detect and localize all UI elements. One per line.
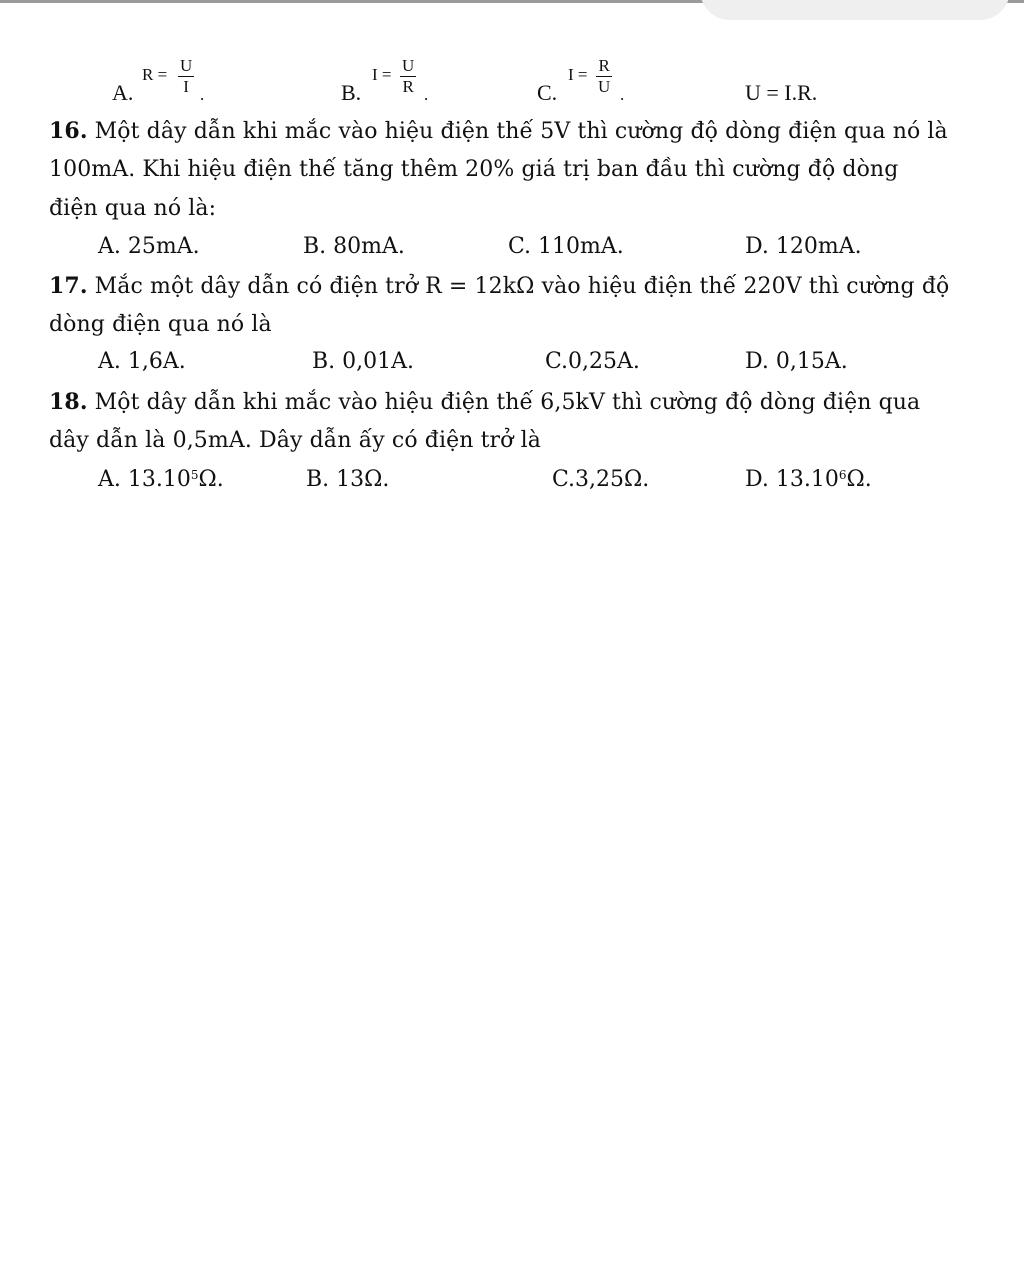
q15-option-b-formula xyxy=(372,56,452,104)
option-unit: Ω. xyxy=(198,467,224,492)
q16-option-c: C. 110mA. xyxy=(508,234,624,259)
question-text: Một dây dẫn khi mắc vào hiệu điện thế 6,5kV thì cường độ dòng điện qua xyxy=(94,390,921,415)
question-text: Một dây dẫn khi mắc vào hiệu điện thế 5V thì cường độ dòng điện qua nó là xyxy=(94,119,948,144)
q18-option-c: C.3,25Ω. xyxy=(552,467,650,492)
q17-option-b: B. 0,01A. xyxy=(312,349,415,374)
question-text: Mắc một dây dẫn có điện trở R = 12kΩ vào hiệu điện thế 220V thì cường độ xyxy=(94,274,950,299)
option-text: A. 13.10 xyxy=(98,467,191,492)
denominator: I xyxy=(183,77,189,96)
top-tab-shape xyxy=(700,0,1010,20)
numerator: U xyxy=(402,56,415,75)
exponent: 5 xyxy=(190,468,199,482)
q17-option-d: D. 0,15A. xyxy=(745,349,848,374)
option-unit: Ω. xyxy=(846,467,872,492)
q15-option-c-letter: C. xyxy=(537,80,558,105)
fraction xyxy=(596,56,612,97)
formula-lhs: I = xyxy=(372,65,392,84)
fraction xyxy=(400,56,416,97)
numerator: R xyxy=(598,56,610,75)
q15-option-a-formula xyxy=(142,56,222,104)
q17-line-2: dòng điện qua nó là xyxy=(49,312,272,337)
formula-lhs: I = xyxy=(568,65,588,84)
q15-option-d: U = I.R. xyxy=(745,80,818,105)
q18-option-a xyxy=(98,465,224,495)
formula-lhs: R = xyxy=(142,65,168,84)
q17-line-1 xyxy=(49,271,949,302)
q15-option-c-formula xyxy=(568,56,648,104)
q15-option-a-letter: A. xyxy=(112,80,134,105)
q16-option-a: A. 25mA. xyxy=(98,234,200,259)
q17-option-c: C.0,25A. xyxy=(545,349,640,374)
denominator: R xyxy=(402,77,414,96)
q16-option-d: D. 120mA. xyxy=(745,234,862,259)
period: . xyxy=(620,85,625,104)
numerator: U xyxy=(180,56,193,75)
fraction xyxy=(178,56,194,97)
q18-line-1 xyxy=(49,387,920,418)
q18-option-b: B. 13Ω. xyxy=(306,467,390,492)
question-number: 18. xyxy=(49,389,88,415)
denominator: U xyxy=(598,77,611,96)
q15-option-b-letter: B. xyxy=(341,80,362,105)
period: . xyxy=(424,85,429,104)
q16-line-2: 100mA. Khi hiệu điện thế tăng thêm 20% giá trị ban đầu thì cường độ dòng xyxy=(49,157,899,182)
question-number: 17. xyxy=(49,273,88,299)
question-number: 16. xyxy=(49,118,88,144)
q18-option-d xyxy=(745,465,872,495)
q16-line-3: điện qua nó là: xyxy=(49,196,217,221)
period: . xyxy=(200,85,205,104)
exponent: 6 xyxy=(838,468,847,482)
option-text: D. 13.10 xyxy=(745,467,839,492)
q16-line-1 xyxy=(49,116,948,147)
q16-option-b: B. 80mA. xyxy=(303,234,405,259)
q18-line-2: dây dẫn là 0,5mA. Dây dẫn ấy có điện trở là xyxy=(49,428,541,453)
q17-option-a: A. 1,6A. xyxy=(98,349,186,374)
